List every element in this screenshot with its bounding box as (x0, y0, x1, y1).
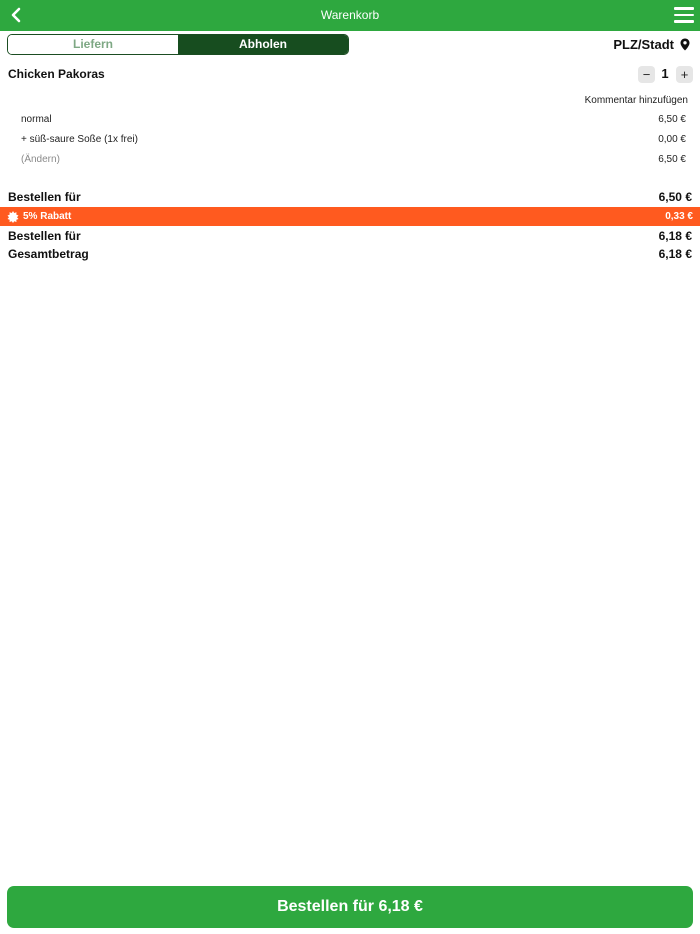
line-price: 6,50 € (658, 154, 686, 165)
subtotal-row (8, 190, 692, 206)
menu-button[interactable] (674, 7, 694, 23)
total-row (8, 247, 692, 263)
quantity-decrease-button[interactable]: − (638, 66, 655, 83)
line-label: + süß-saure Soße (1x frei) (21, 134, 138, 145)
delivery-mode-toggle (7, 34, 349, 55)
line-price: 6,50 € (658, 114, 686, 125)
quantity-value: 1 (661, 66, 669, 81)
line-label: normal (21, 114, 52, 125)
toggle-liefern[interactable]: Liefern (8, 35, 178, 54)
toggle-abholen[interactable]: Abholen (178, 35, 348, 54)
discount-value: 0,33 € (665, 211, 693, 222)
total-value: 6,18 € (658, 247, 692, 261)
discounted-subtotal-label: Bestellen für (8, 229, 81, 243)
place-order-button[interactable]: Bestellen für 6,18 € (7, 886, 693, 928)
quantity-increase-button[interactable]: + (676, 66, 693, 83)
page-title: Warenkorb (320, 8, 380, 22)
cart-item-line (21, 154, 686, 168)
location-label: PLZ/Stadt (613, 37, 674, 52)
cart-item-line (21, 134, 686, 148)
cart-item-line (21, 114, 686, 128)
subtotal-value: 6,50 € (658, 190, 692, 204)
discount-label: 5% Rabatt (23, 211, 72, 222)
line-price: 0,00 € (658, 134, 686, 145)
total-label: Gesamtbetrag (8, 247, 89, 261)
change-item-link[interactable]: (Ändern) (21, 154, 60, 165)
app-header (0, 0, 700, 31)
discount-row (0, 207, 700, 226)
discount-badge-icon (7, 211, 19, 223)
add-comment-link[interactable]: Kommentar hinzufügen (584, 95, 688, 106)
discounted-subtotal-value: 6,18 € (658, 229, 692, 243)
hamburger-menu-icon (674, 7, 694, 10)
cart-item-name: Chicken Pakoras (8, 67, 105, 81)
location-selector[interactable] (613, 37, 690, 52)
map-pin-icon (680, 38, 690, 51)
subtotal-label: Bestellen für (8, 190, 81, 204)
discounted-subtotal-row (8, 229, 692, 245)
